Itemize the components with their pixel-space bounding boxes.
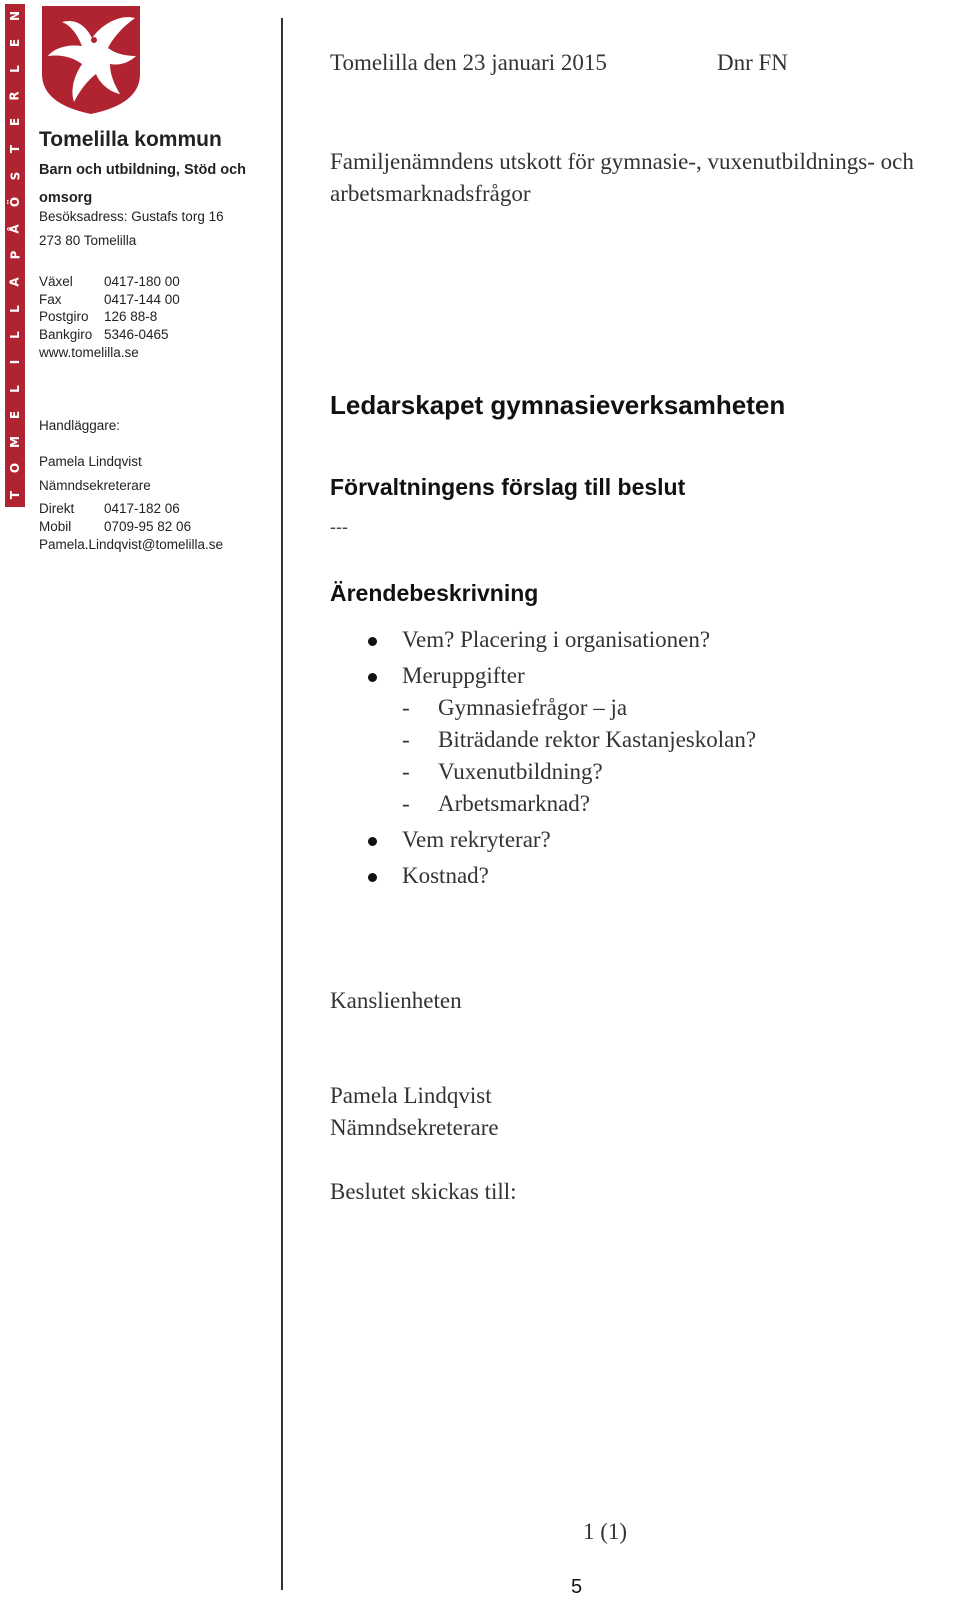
coat-of-arms-logo (40, 4, 142, 116)
strip-letter: E (7, 38, 22, 47)
department-name: Kanslienheten (330, 988, 462, 1013)
bullet-item (330, 860, 756, 892)
sub-bullet-item (402, 692, 756, 724)
direct-phone-row (39, 501, 180, 516)
switchboard-label: Växel (39, 274, 73, 289)
sub-bullet-item (402, 724, 756, 756)
strip-letter: E (7, 118, 22, 127)
bullet-item (330, 824, 756, 856)
sub-bullet-text: Arbetsmarknad? (438, 791, 590, 816)
bankgiro-row (39, 327, 169, 342)
strip-letter: N (7, 10, 22, 22)
bullet-dot-icon (368, 637, 377, 646)
postal-address: 273 80 Tomelilla (39, 233, 137, 248)
visiting-address: Besöksadress: Gustafs torg 16 (39, 209, 224, 224)
municipality-slogan-strip (5, 4, 25, 507)
mobile-phone-row (39, 519, 191, 534)
bullet-text: Vem? Placering i organisationen? (402, 627, 711, 652)
page-indicator: 1 (1) (583, 1519, 628, 1544)
bankgiro-label: Bankgiro (39, 327, 93, 342)
handler-title: Nämndsekreterare (39, 478, 151, 493)
bullet-text: Kostnad? (402, 863, 489, 888)
bullet-item (330, 624, 756, 656)
sub-bullet-text: Gymnasiefrågor – ja (438, 695, 628, 720)
postgiro-value: 126 88-8 (104, 309, 158, 324)
sub-bullet-text: Vuxenutbildning? (438, 759, 603, 784)
column-divider (281, 18, 283, 1590)
document-title: Ledarskapet gymnasieverksamheten (330, 390, 786, 420)
strip-letter: M (7, 435, 22, 448)
strip-letter: T (8, 144, 22, 154)
strip-letter: P (7, 251, 22, 260)
bullet-text: Meruppgifter (402, 663, 525, 688)
dash-marker: - (402, 695, 410, 720)
dash-marker: - (402, 791, 410, 816)
date-line: Tomelilla den 23 januari 2015 (330, 50, 607, 75)
sub-bullet-text: Biträdande rektor Kastanjeskolan? (438, 727, 757, 752)
proposal-text: --- (330, 517, 348, 537)
strip-letter: I (8, 359, 22, 365)
fax-value: 0417-144 00 (104, 292, 180, 307)
strip-letter: O (7, 463, 22, 474)
description-bullet-list (330, 624, 756, 892)
strip-letter: S (8, 171, 22, 180)
mobile-value: 0709-95 82 06 (104, 519, 192, 534)
signer-title: Nämndsekreterare (330, 1115, 499, 1140)
description-heading: Ärendebeskrivning (330, 580, 539, 606)
proposal-heading: Förvaltningens förslag till beslut (330, 474, 686, 500)
registration-number: Dnr FN (717, 50, 788, 75)
dash-marker: - (402, 759, 410, 784)
strip-letter: Å (7, 224, 22, 234)
sub-bullet-list (402, 692, 756, 820)
strip-letter: L (8, 304, 22, 313)
sub-bullet-item (402, 788, 756, 820)
send-to-label: Beslutet skickas till: (330, 1179, 517, 1204)
direct-label: Direkt (39, 501, 75, 516)
bankgiro-value: 5346-0465 (104, 327, 169, 342)
postgiro-label: Postgiro (39, 309, 89, 324)
handler-name: Pamela Lindqvist (39, 454, 142, 469)
organization-name: Tomelilla kommun (39, 128, 222, 151)
signer-name: Pamela Lindqvist (330, 1083, 492, 1108)
bullet-text: Vem rekryterar? (402, 827, 551, 852)
strip-letter: L (8, 384, 22, 393)
strip-letter: A (7, 277, 22, 287)
strip-letter: L (8, 331, 22, 340)
fax-row (39, 292, 180, 307)
bullet-item (330, 660, 756, 820)
page-number: 5 (571, 1576, 583, 1598)
postgiro-row (39, 309, 157, 324)
bullet-dot-icon (368, 873, 377, 882)
website-link[interactable]: www.tomelilla.se (39, 345, 139, 360)
sub-bullet-item (402, 756, 756, 788)
mobile-label: Mobil (39, 519, 72, 534)
strip-letter: E (7, 411, 22, 420)
switchboard-value: 0417-180 00 (104, 274, 180, 289)
strip-letter: R (8, 91, 22, 101)
direct-value: 0417-182 06 (104, 501, 180, 516)
fax-label: Fax (39, 292, 62, 307)
organization-unit: Barn och utbildning, Stöd och omsorg (39, 162, 247, 206)
handler-email-link[interactable]: Pamela.Lindqvist@tomelilla.se (39, 537, 224, 552)
strip-letter: Ö (7, 197, 22, 208)
strip-letter: T (8, 490, 22, 500)
dash-marker: - (402, 727, 410, 752)
strip-letter: L (8, 65, 22, 74)
handler-heading: Handläggare: (39, 418, 121, 433)
committee-name: Familjenämndens utskott för gymnasie-, vuxenutbildnings- och arbetsmarknadsfrågor (330, 149, 914, 206)
bullet-dot-icon (368, 673, 377, 682)
switchboard-row (39, 274, 180, 289)
bullet-dot-icon (368, 837, 377, 846)
